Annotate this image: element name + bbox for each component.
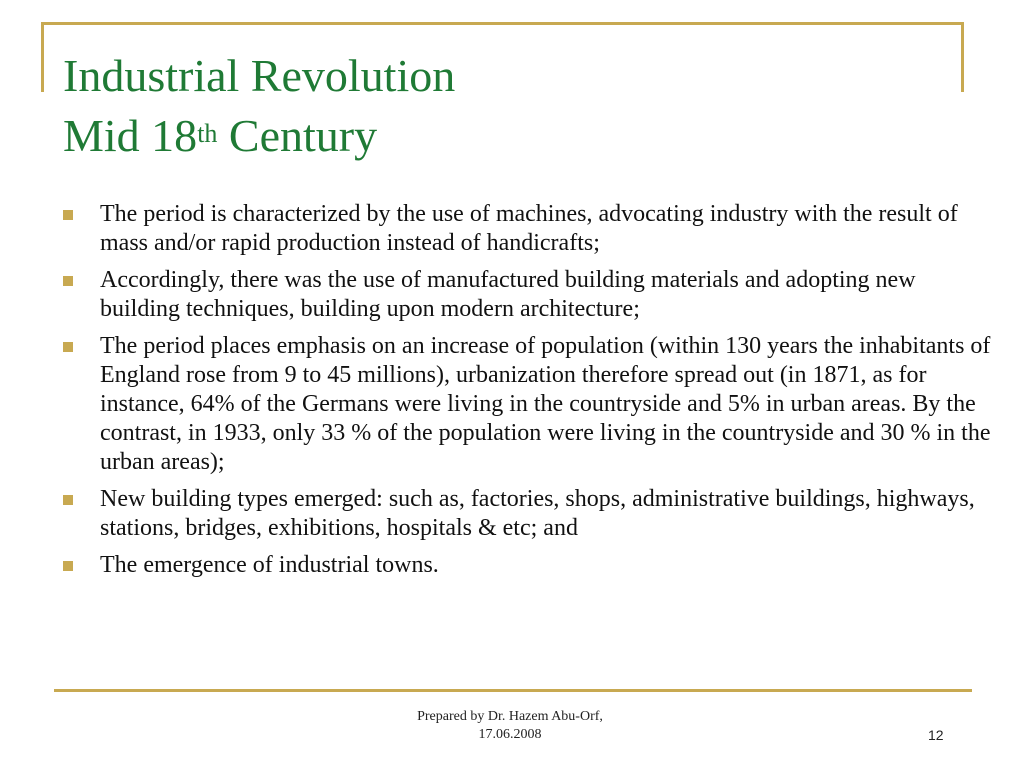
bullet-item xyxy=(60,485,1000,543)
top-border-line xyxy=(41,22,963,25)
slide-title xyxy=(63,46,455,166)
bullet-item xyxy=(60,200,1000,258)
title-line-2-suffix: Century xyxy=(217,110,378,161)
title-line-1: Industrial Revolution xyxy=(63,50,456,101)
page-number: 12 xyxy=(928,727,944,743)
right-border-line xyxy=(961,22,964,92)
title-line-2-prefix: Mid 18 xyxy=(63,110,198,161)
square-bullet-icon xyxy=(63,276,73,286)
bullet-text: The period places emphasis on an increase of population (within 130 years the inhabitants of England rose from 9 to 45 millions), urbanization therefore spread out (in 1871, as for instance, 64% of the Germans were living in the countryside and 5% in urban areas. By the contrast, in 1933, only 33 % of the population were living in the countryside and 30 % in the urban areas); xyxy=(100,333,991,475)
title-line-2 xyxy=(63,106,455,166)
bullet-item xyxy=(60,551,1000,580)
footer-date: 17.06.2008 xyxy=(478,727,542,742)
bullet-text: Accordingly, there was the use of manufactured building materials and adopting new building techniques, building upon modern architecture; xyxy=(100,267,916,322)
bottom-border-line xyxy=(54,689,972,692)
bullet-item xyxy=(60,266,1000,324)
bullet-text: The emergence of industrial towns. xyxy=(100,552,439,578)
square-bullet-icon xyxy=(63,495,73,505)
bullet-text: New building types emerged: such as, factories, shops, administrative buildings, highways, stations, bridges, exhibitions, hospitals & etc; and xyxy=(100,486,975,541)
square-bullet-icon xyxy=(63,561,73,571)
left-border-line xyxy=(41,22,44,92)
footer-credit xyxy=(360,708,660,744)
square-bullet-icon xyxy=(63,210,73,220)
bullet-list xyxy=(60,200,1000,588)
bullet-item xyxy=(60,332,1000,477)
title-superscript: th xyxy=(197,119,218,148)
bullet-text: The period is characterized by the use of machines, advocating industry with the result of mass and/or rapid production instead of handicrafts; xyxy=(100,201,958,256)
square-bullet-icon xyxy=(63,342,73,352)
footer-author: Prepared by Dr. Hazem Abu-Orf, xyxy=(417,709,603,724)
